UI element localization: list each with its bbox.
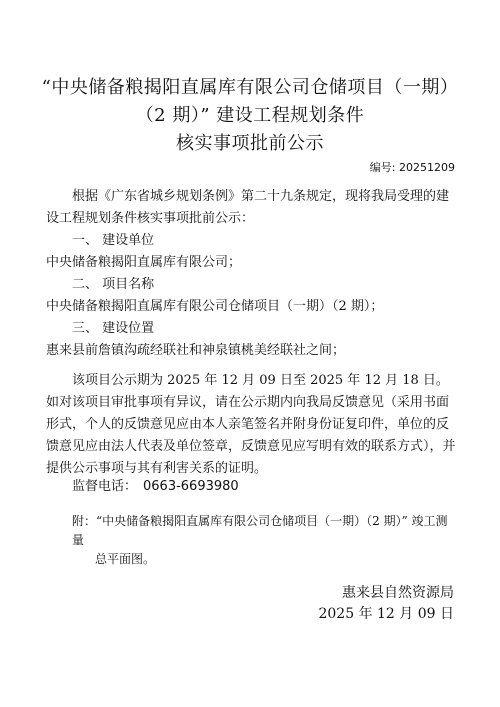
title-line-2: （2 期）” 建设工程规划条件	[135, 105, 365, 126]
item-value-location: 惠来县前詹镇沟疏经联社和神泉镇桃美经联社之间；	[46, 343, 346, 358]
item-heading-project: 二、 项目名称	[72, 277, 155, 292]
item-value-builder: 中央储备粮揭阳直属库有限公司；	[46, 255, 242, 270]
title-line-1: “中央储备粮揭阳直属库有限公司仓储项目（一期）	[41, 77, 459, 98]
item-heading-location: 三、 建设位置	[72, 321, 155, 336]
document-title	[0, 74, 500, 158]
attachment-line-2: 总平面图。	[95, 552, 156, 566]
item-heading-builder: 一、 建设单位	[72, 233, 155, 248]
attachment-note	[72, 512, 458, 569]
item-value-project: 中央储备粮揭阳直属库有限公司仓储项目（一期）（2 期）；	[46, 299, 384, 314]
issue-date: 2025 年 12 月 09 日	[318, 606, 454, 622]
notice-paragraph: 该项目公示期为 2025 年 12 月 09 日至 2025 年 12 月 18 日。如对该项目审批事项有异议，请在公示期内向我局反馈意见（采用书面形式，个人的反馈意见应由本人亲笔签名并附身份证复印件，单位的反馈意见应由法人代表及单位签章，反馈意见应写明有效的联系方式），并提供公示事项与其有利害关系的证明。	[46, 373, 456, 476]
document-body	[46, 186, 456, 480]
title-line-3: 核实事项批前公示	[176, 133, 324, 154]
attachment-line-1: 附：“中央储备粮揭阳直属库有限公司仓储项目（一期）（2 期）” 竣工测量	[72, 514, 448, 547]
issuing-organization: 惠来县自然资源局	[342, 585, 454, 601]
document-number: 编号: 20251209	[369, 161, 455, 174]
phone-label: 监督电话：	[72, 479, 138, 494]
signature-block	[318, 583, 454, 625]
phone-number: 0663-6693980	[143, 479, 239, 494]
intro-paragraph: 根据《广东省城乡规划条例》第二十九条规定，现将我局受理的建设工程规划条件核实事项批前公示：	[46, 189, 450, 226]
supervision-phone	[72, 475, 239, 494]
